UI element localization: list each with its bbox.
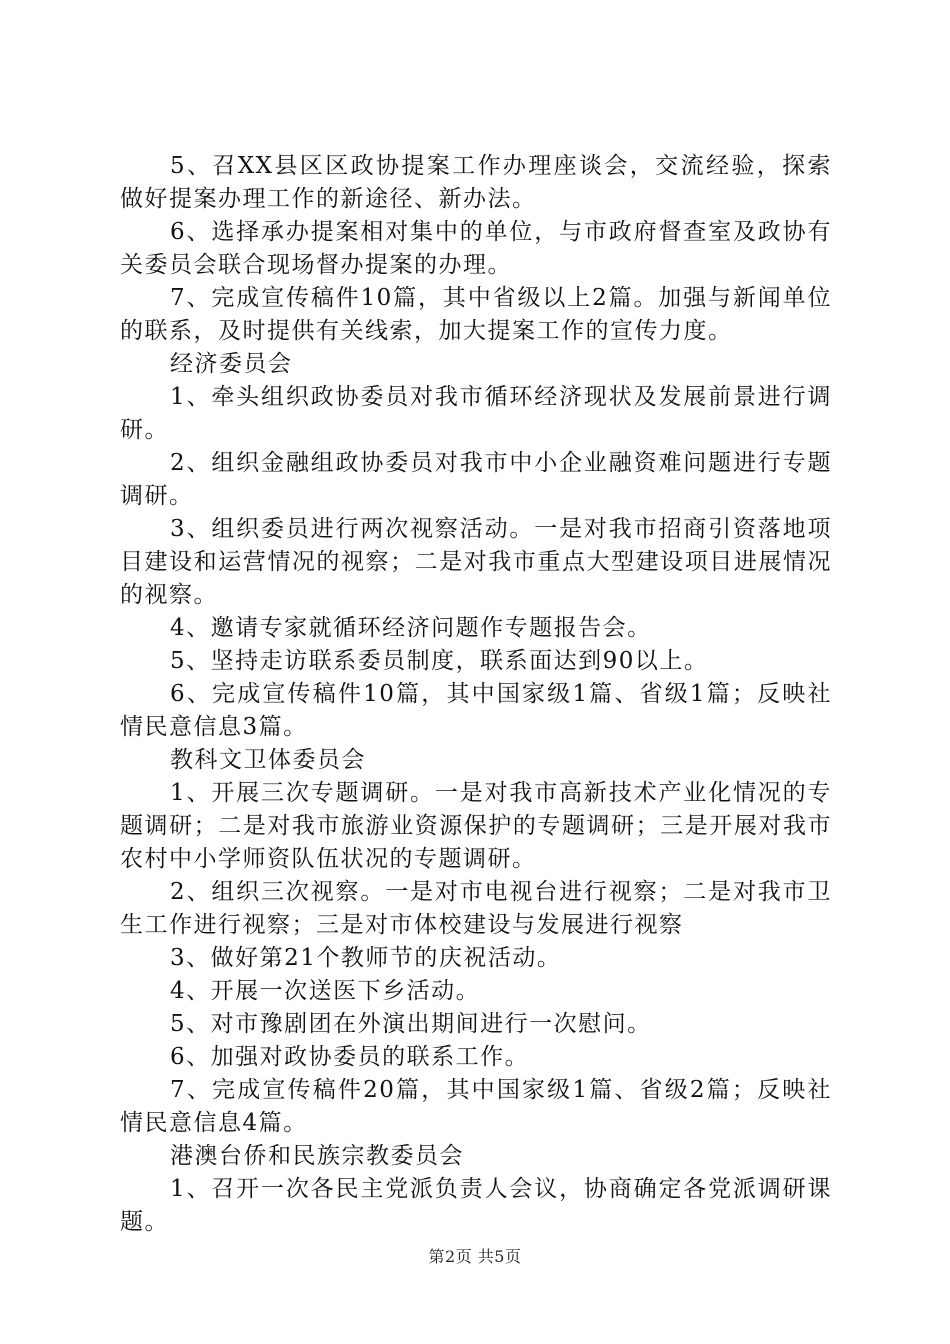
paragraph-proposal-item-7: 7、完成宣传稿件10篇，其中省级以上2篇。加强与新闻单位的联系，及时提供有关线索，加大提案工作的宣传力度。	[120, 285, 832, 344]
section-heading-education-committee: 教科文卫体委员会	[170, 747, 366, 773]
paragraph-economic-item-3: 3、组织委员进行两次视察活动。一是对我市招商引资落地项目建设和运营情况的视察；二是对我市重点大型建设项目进展情况的视察。	[120, 516, 832, 608]
paragraph-education-item-1: 1、开展三次专题调研。一是对我市高新技术产业化情况的专题调研；二是对我市旅游业资源保护的专题调研；三是开展对我市农村中小学师资队伍状况的专题调研。	[120, 780, 832, 872]
document-body	[120, 150, 832, 1239]
paragraph-economic-item-1: 1、牵头组织政协委员对我市循环经济现状及发展前景进行调研。	[120, 384, 832, 443]
paragraph-hmt-item-1: 1、召开一次各民主党派负责人会议，协商确定各党派调研课题。	[120, 1176, 832, 1235]
paragraph-economic-item-4: 4、邀请专家就循环经济问题作专题报告会。	[170, 615, 652, 641]
page-number-footer: 第2页 共5页	[428, 1247, 522, 1266]
paragraph-education-item-2: 2、组织三次视察。一是对市电视台进行视察；二是对我市卫生工作进行视察；三是对市体校建设与发展进行视察	[120, 879, 832, 938]
paragraph-education-item-5: 5、对市豫剧团在外演出期间进行一次慰问。	[170, 1011, 652, 1037]
paragraph-education-item-4: 4、开展一次送医下乡活动。	[170, 978, 481, 1004]
paragraph-education-item-3: 3、做好第21个教师节的庆祝活动。	[170, 945, 562, 971]
paragraph-education-item-7: 7、完成宣传稿件20篇，其中国家级1篇、省级2篇；反映社情民意信息4篇。	[120, 1077, 832, 1136]
paragraph-economic-item-2: 2、组织金融组政协委员对我市中小企业融资难问题进行专题调研。	[120, 450, 832, 509]
paragraph-education-item-6: 6、加强对政协委员的联系工作。	[170, 1044, 530, 1070]
section-heading-hmt-ethnic-religious-committee: 港澳台侨和民族宗教委员会	[170, 1143, 464, 1169]
paragraph-proposal-item-5: 5、召XX县区区政协提案工作办理座谈会，交流经验，探索做好提案办理工作的新途径、新办法。	[120, 153, 832, 212]
paragraph-economic-item-5: 5、坚持走访联系委员制度，联系面达到90以上。	[170, 648, 709, 674]
section-heading-economic-committee: 经济委员会	[170, 351, 293, 377]
paragraph-economic-item-6: 6、完成宣传稿件10篇，其中国家级1篇、省级1篇；反映社情民意信息3篇。	[120, 681, 832, 740]
paragraph-proposal-item-6: 6、选择承办提案相对集中的单位，与市政府督查室及政协有关委员会联合现场督办提案的办理。	[120, 219, 832, 278]
